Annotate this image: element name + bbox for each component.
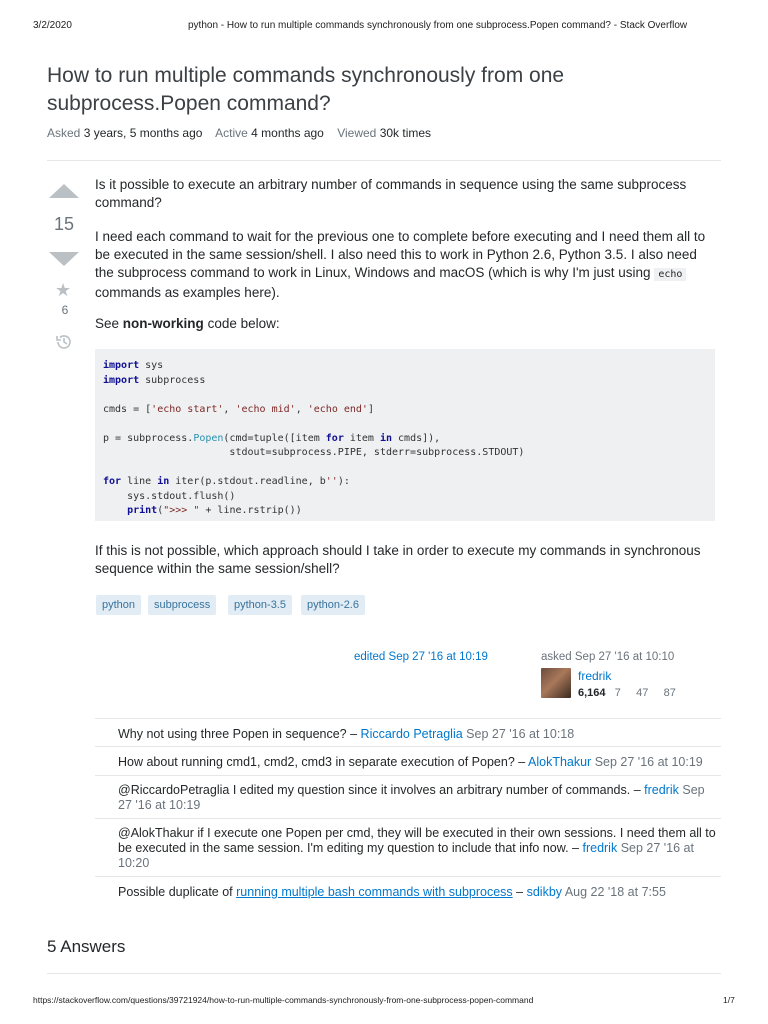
print-url: https://stackoverflow.com/questions/39721924/how-to-run-multiple-commands-synchronously-from-one-subprocess-popen-command [33, 995, 534, 1005]
comment [118, 727, 718, 742]
duplicate-question-link[interactable]: running multiple bash commands with subprocess [236, 885, 513, 899]
comment-date: Sep 27 '16 at 10:18 [466, 727, 575, 741]
tag-python-3-5[interactable]: python-3.5 [228, 595, 292, 615]
downvote-arrow-icon[interactable] [49, 252, 79, 266]
reputation-score: 6,164 [578, 687, 606, 699]
vote-count: 15 [53, 214, 75, 234]
question-paragraph-3 [95, 315, 715, 333]
comment-divider [95, 775, 721, 776]
title-divider [47, 160, 721, 161]
comment-dash: – [516, 885, 524, 899]
favorite-star-icon[interactable]: ★ [55, 280, 72, 300]
bronze-badges: 87 [663, 687, 676, 699]
comment-divider [95, 876, 721, 877]
print-page-title: python - How to run multiple commands synchronously from one subprocess.Popen command? - Stack Overflow [188, 20, 688, 31]
gold-badges: 7 [614, 687, 621, 699]
answers-divider [47, 973, 721, 974]
user-reputation [578, 687, 676, 699]
comment-date: Sep 27 '16 at 10:19 [594, 755, 703, 769]
code-content: import sys import subprocess cmds = ['echo start', 'echo mid', 'echo end'] p = subprocess.Popen(cmd=tuple([item for item in cmds]), stdout=subprocess.PIPE, stderr=subprocess.STDOUT) for line in iter(p.stdout.readline, b''): sys.stdout.flush() print(">>> " + line.rstrip()) [103, 360, 525, 516]
p3-post: code below: [207, 316, 280, 331]
question-paragraph-1: Is it possible to execute an arbitrary number of commands in sequence using the same subprocess command? [95, 177, 687, 210]
question-title[interactable]: How to run multiple commands synchronously from one subprocess.Popen command? [47, 64, 565, 115]
comment-text: Possible duplicate of [118, 885, 233, 899]
viewed-value: 30k times [379, 126, 432, 140]
comment [118, 755, 718, 770]
silver-badges: 47 [636, 687, 649, 699]
comment-text: How about running cmd1, cmd2, cmd3 in separate execution of Popen? – [118, 755, 526, 769]
viewed-label: Viewed [337, 126, 377, 140]
favorite-count: 6 [61, 303, 69, 317]
code-block [95, 349, 715, 521]
comments-divider [95, 718, 721, 719]
p3-pre: See [95, 316, 120, 331]
paragraph-2-end: commands as examples here). [95, 285, 280, 300]
comment-divider [95, 818, 721, 819]
p3-bold: non-working [122, 316, 204, 331]
edited-link[interactable]: edited Sep 27 '16 at 10:19 [354, 651, 488, 663]
comment [118, 783, 718, 813]
comment-text: @RiccardoPetraglia I edited my question since it involves an arbitrary number of commands. – [118, 783, 641, 797]
active-label: Active [215, 126, 248, 140]
comment-date: Sep 27 '16 at 10:20 [118, 841, 694, 870]
comment-date: Aug 22 '18 at 7:55 [564, 885, 666, 899]
comment [118, 826, 718, 871]
tag-python-2-6[interactable]: python-2.6 [301, 595, 365, 615]
print-page-number: 1/7 [723, 995, 735, 1005]
comment-text: @AlokThakur if I execute one Popen per cmd, they will be executed in their own sessions. I need them all to be executed in the same session. I'm editing my question to include that info now. – [118, 826, 716, 855]
comment-divider [95, 746, 721, 747]
comment-user-link[interactable]: fredrik [582, 841, 618, 855]
asked-value: 3 years, 5 months ago [83, 126, 203, 140]
asked-date: asked Sep 27 '16 at 10:10 [541, 651, 675, 663]
print-date: 3/2/2020 [33, 20, 72, 31]
comment-user-link[interactable]: Riccardo Petraglia [360, 727, 463, 741]
comment-user-link[interactable]: AlokThakur [528, 755, 592, 769]
comment-date: Sep 27 '16 at 10:19 [118, 783, 705, 812]
paragraph-2-text: I need each command to wait for the previous one to complete before executing and I need them all to be executed in the same session/shell. I also need this to work in Python 2.6, Python 3.5. I also need the subprocess command to work in Linux, Windows and macOS (which is why I'm just using [95, 229, 706, 280]
comment [118, 885, 718, 900]
avatar[interactable] [541, 668, 571, 698]
comment-user-link[interactable]: sdikby [526, 885, 563, 899]
question-paragraph-4: If this is not possible, which approach should I take in order to execute my commands in synchronous sequence within the same session/shell? [95, 543, 701, 576]
history-icon[interactable] [55, 333, 73, 356]
answers-heading: 5 Answers [47, 937, 126, 956]
question-meta [47, 126, 431, 140]
upvote-arrow-icon[interactable] [49, 184, 79, 198]
comment-user-link[interactable]: fredrik [644, 783, 679, 797]
user-name-link[interactable]: fredrik [578, 669, 612, 683]
tag-python[interactable]: python [96, 595, 141, 615]
tag-subprocess[interactable]: subprocess [148, 595, 216, 615]
asked-label: Asked [47, 126, 81, 140]
question-paragraph-2 [95, 228, 715, 302]
inline-code-echo: echo [654, 268, 686, 281]
active-value[interactable]: 4 months ago [251, 126, 324, 140]
comment-text: Why not using three Popen in sequence? – [118, 727, 358, 741]
